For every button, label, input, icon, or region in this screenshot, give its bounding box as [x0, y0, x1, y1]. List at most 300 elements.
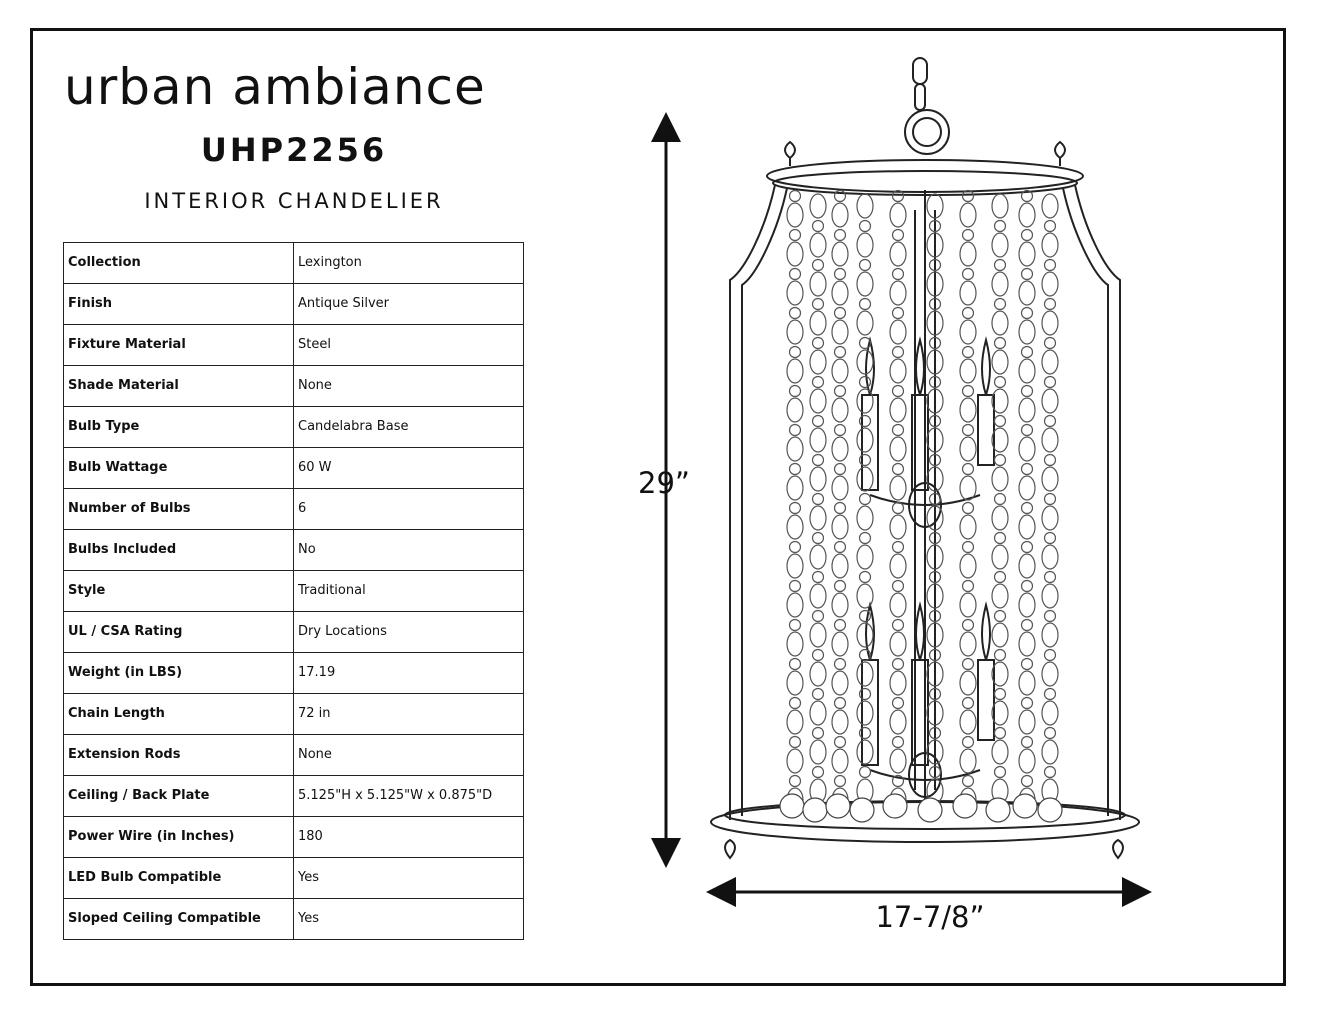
spec-label: Fixture Material [64, 325, 294, 366]
round-bead-icon [995, 221, 1006, 232]
crystal-bead-icon [890, 710, 906, 734]
crystal-bead-icon [1042, 467, 1058, 491]
round-bead-icon [835, 464, 846, 475]
crystal-bead-icon [1019, 476, 1035, 500]
crystal-bead-icon [890, 437, 906, 461]
crystal-bead-icon [832, 710, 848, 734]
round-bead-icon [963, 269, 974, 280]
round-bead-icon [963, 464, 974, 475]
round-bead-icon [963, 698, 974, 709]
round-bead-icon [1022, 776, 1033, 787]
round-bead-icon [860, 572, 871, 583]
round-bead-icon [1045, 338, 1056, 349]
round-bead-icon [995, 533, 1006, 544]
round-bead-icon [963, 776, 974, 787]
round-bead-icon [1045, 572, 1056, 583]
round-bead-icon [1022, 347, 1033, 358]
round-bead-icon [835, 620, 846, 631]
crystal-bead-icon [857, 701, 873, 725]
table-row [64, 284, 524, 325]
round-bead-icon [995, 416, 1006, 427]
crystal-bead-icon [832, 437, 848, 461]
crystal-bead-icon [992, 467, 1008, 491]
crystal-ball-icon [883, 794, 907, 818]
round-bead-icon [860, 221, 871, 232]
round-bead-icon [835, 503, 846, 514]
crystal-bead-icon [810, 467, 826, 491]
crystal-bead-icon [960, 398, 976, 422]
crystal-bead-icon [960, 554, 976, 578]
round-bead-icon [893, 347, 904, 358]
round-bead-icon [963, 542, 974, 553]
crystal-bead-icon [787, 749, 803, 773]
crystal-ball-icon [826, 794, 850, 818]
round-bead-icon [1045, 260, 1056, 271]
crystal-bead-icon [1019, 281, 1035, 305]
spec-value: 6 [294, 489, 524, 530]
spec-value: Dry Locations [294, 612, 524, 653]
round-bead-icon [790, 542, 801, 553]
round-bead-icon [995, 377, 1006, 388]
spec-label: UL / CSA Rating [64, 612, 294, 653]
round-bead-icon [1022, 581, 1033, 592]
crystal-bead-icon [890, 593, 906, 617]
round-bead-icon [813, 299, 824, 310]
round-bead-icon [995, 689, 1006, 700]
spec-value: 17.19 [294, 653, 524, 694]
round-bead-icon [893, 698, 904, 709]
product-sku: UHP2256 [200, 131, 388, 169]
crystal-bead-icon [857, 506, 873, 530]
round-bead-icon [813, 221, 824, 232]
spec-value: None [294, 366, 524, 407]
round-bead-icon [813, 767, 824, 778]
crystal-bead-icon [810, 662, 826, 686]
crystal-bead-icon [857, 311, 873, 335]
round-bead-icon [1022, 386, 1033, 397]
crystal-bead-icon [787, 398, 803, 422]
round-bead-icon [835, 737, 846, 748]
round-bead-icon [790, 347, 801, 358]
crystal-bead-icon [787, 203, 803, 227]
crystal-bead-icon [960, 632, 976, 656]
round-bead-icon [813, 572, 824, 583]
crystal-bead-icon [810, 623, 826, 647]
crystal-bead-icon [787, 710, 803, 734]
table-row [64, 817, 524, 858]
crystal-bead-icon [832, 515, 848, 539]
crystal-bead-icon [787, 359, 803, 383]
crystal-bead-icon [857, 428, 873, 452]
round-bead-icon [893, 269, 904, 280]
crystal-bead-icon [810, 389, 826, 413]
crystal-ball-icon [1038, 798, 1062, 822]
crystal-bead-icon [1019, 749, 1035, 773]
crystal-bead-icon [992, 740, 1008, 764]
crystal-bead-icon [1019, 593, 1035, 617]
crystal-bead-icon [960, 593, 976, 617]
crystal-bead-icon [960, 281, 976, 305]
round-bead-icon [893, 542, 904, 553]
round-bead-icon [813, 455, 824, 466]
round-bead-icon [963, 659, 974, 670]
crystal-bead-icon [832, 476, 848, 500]
round-bead-icon [813, 728, 824, 739]
crystal-bead-icon [1042, 545, 1058, 569]
crystal-bead-icon [810, 311, 826, 335]
crystal-bead-icon [890, 398, 906, 422]
round-bead-icon [963, 503, 974, 514]
round-bead-icon [790, 308, 801, 319]
crystal-bead-icon [810, 272, 826, 296]
crystal-bead-icon [1042, 350, 1058, 374]
round-bead-icon [790, 737, 801, 748]
round-bead-icon [963, 230, 974, 241]
round-bead-icon [1045, 611, 1056, 622]
table-row [64, 325, 524, 366]
spec-label: Power Wire (in Inches) [64, 817, 294, 858]
crystal-bead-icon [810, 350, 826, 374]
round-bead-icon [813, 416, 824, 427]
spec-value: Lexington [294, 243, 524, 284]
round-bead-icon [963, 308, 974, 319]
crystal-bead-icon [787, 437, 803, 461]
round-bead-icon [893, 425, 904, 436]
width-dimension-label: 17-7/8” [875, 900, 985, 934]
table-row [64, 407, 524, 448]
round-bead-icon [1022, 620, 1033, 631]
round-bead-icon [1022, 737, 1033, 748]
round-bead-icon [813, 260, 824, 271]
spec-label: Number of Bulbs [64, 489, 294, 530]
round-bead-icon [835, 269, 846, 280]
round-bead-icon [893, 308, 904, 319]
round-bead-icon [790, 230, 801, 241]
crystal-bead-icon [1042, 740, 1058, 764]
spec-value: None [294, 735, 524, 776]
table-row [64, 653, 524, 694]
crystal-bead-icon [890, 281, 906, 305]
round-bead-icon [835, 581, 846, 592]
round-bead-icon [893, 503, 904, 514]
round-bead-icon [995, 494, 1006, 505]
spec-value: 180 [294, 817, 524, 858]
round-bead-icon [963, 620, 974, 631]
crystal-bead-icon [810, 194, 826, 218]
crystal-bead-icon [992, 194, 1008, 218]
crystal-ball-icon [780, 794, 804, 818]
round-bead-icon [1045, 221, 1056, 232]
product-type: INTERIOR CHANDELIER [144, 189, 444, 213]
crystal-bead-icon [787, 593, 803, 617]
spec-value: Steel [294, 325, 524, 366]
crystal-bead-icon [890, 476, 906, 500]
crystal-bead-icon [832, 203, 848, 227]
round-bead-icon [1045, 767, 1056, 778]
spec-value: No [294, 530, 524, 571]
crystal-bead-icon [1042, 272, 1058, 296]
round-bead-icon [1022, 698, 1033, 709]
crystal-bead-icon [1042, 506, 1058, 530]
round-bead-icon [790, 698, 801, 709]
crystal-bead-icon [857, 662, 873, 686]
crystal-bead-icon [832, 320, 848, 344]
crystal-bead-icon [832, 749, 848, 773]
crystal-bead-icon [857, 272, 873, 296]
crystal-bead-icon [890, 554, 906, 578]
round-bead-icon [893, 386, 904, 397]
round-bead-icon [1022, 659, 1033, 670]
round-bead-icon [860, 377, 871, 388]
crystal-bead-icon [787, 554, 803, 578]
crystal-bead-icon [832, 593, 848, 617]
table-row [64, 366, 524, 407]
round-bead-icon [813, 689, 824, 700]
round-bead-icon [860, 494, 871, 505]
crystal-bead-icon [992, 506, 1008, 530]
crystal-bead-icon [992, 545, 1008, 569]
crystal-bead-icon [1019, 203, 1035, 227]
crystal-bead-icon [1042, 623, 1058, 647]
round-bead-icon [893, 737, 904, 748]
round-bead-icon [995, 455, 1006, 466]
crystal-bead-icon [1019, 554, 1035, 578]
round-bead-icon [860, 299, 871, 310]
spec-label: Collection [64, 243, 294, 284]
crystal-bead-icon [832, 632, 848, 656]
round-bead-icon [1045, 494, 1056, 505]
crystal-bead-icon [992, 233, 1008, 257]
round-bead-icon [1045, 455, 1056, 466]
crystal-bead-icon [960, 320, 976, 344]
crystal-bead-icon [1019, 398, 1035, 422]
crystal-bead-icon [810, 545, 826, 569]
round-bead-icon [1045, 728, 1056, 739]
crystal-ball-icon [803, 798, 827, 822]
table-row [64, 243, 524, 284]
crystal-bead-icon [890, 203, 906, 227]
crystal-bead-icon [992, 311, 1008, 335]
crystal-bead-icon [1042, 194, 1058, 218]
round-bead-icon [1022, 269, 1033, 280]
crystal-bead-icon [1019, 710, 1035, 734]
crystal-bead-icon [960, 203, 976, 227]
crystal-bead-icon [832, 671, 848, 695]
crystal-bead-icon [810, 584, 826, 608]
spec-table [63, 242, 524, 940]
crystal-bead-icon [1042, 428, 1058, 452]
spec-label: Weight (in LBS) [64, 653, 294, 694]
round-bead-icon [790, 581, 801, 592]
round-bead-icon [995, 572, 1006, 583]
round-bead-icon [790, 659, 801, 670]
round-bead-icon [790, 464, 801, 475]
table-row [64, 899, 524, 940]
crystal-bead-icon [857, 350, 873, 374]
crystal-bead-icon [832, 242, 848, 266]
crystal-bead-icon [832, 281, 848, 305]
table-row [64, 612, 524, 653]
round-bead-icon [1022, 230, 1033, 241]
round-bead-icon [835, 776, 846, 787]
round-bead-icon [813, 650, 824, 661]
crystal-bead-icon [1019, 632, 1035, 656]
spec-label: Style [64, 571, 294, 612]
round-bead-icon [860, 533, 871, 544]
crystal-ball-icon [986, 798, 1010, 822]
round-bead-icon [963, 347, 974, 358]
crystal-bead-icon [890, 320, 906, 344]
table-row [64, 858, 524, 899]
round-bead-icon [860, 611, 871, 622]
round-bead-icon [1045, 650, 1056, 661]
round-bead-icon [790, 386, 801, 397]
crystal-bead-icon [857, 545, 873, 569]
crystal-bead-icon [960, 437, 976, 461]
round-bead-icon [813, 494, 824, 505]
spec-value: Candelabra Base [294, 407, 524, 448]
round-bead-icon [1045, 689, 1056, 700]
round-bead-icon [893, 620, 904, 631]
crystal-bead-icon [960, 710, 976, 734]
crystal-bead-icon [810, 701, 826, 725]
round-bead-icon [835, 698, 846, 709]
spec-value: 72 in [294, 694, 524, 735]
crystal-bead-icon [832, 554, 848, 578]
round-bead-icon [790, 620, 801, 631]
spec-value: 5.125"H x 5.125"W x 0.875"D [294, 776, 524, 817]
crystal-bead-icon [992, 584, 1008, 608]
crystal-bead-icon [857, 740, 873, 764]
crystal-bead-icon [1042, 701, 1058, 725]
crystal-bead-icon [960, 515, 976, 539]
spec-label: Shade Material [64, 366, 294, 407]
round-bead-icon [963, 581, 974, 592]
crystal-bead-icon [810, 740, 826, 764]
round-bead-icon [995, 611, 1006, 622]
spec-value: 60 W [294, 448, 524, 489]
crystal-bead-icon [992, 272, 1008, 296]
round-bead-icon [1022, 425, 1033, 436]
spec-label: Extension Rods [64, 735, 294, 776]
round-bead-icon [790, 269, 801, 280]
round-bead-icon [1022, 464, 1033, 475]
crystal-bead-icon [1042, 233, 1058, 257]
crystal-bead-icon [857, 623, 873, 647]
round-bead-icon [1045, 377, 1056, 388]
spec-label: Chain Length [64, 694, 294, 735]
round-bead-icon [995, 728, 1006, 739]
crystal-bead-icon [1042, 389, 1058, 413]
crystal-bead-icon [787, 281, 803, 305]
crystal-bead-icon [960, 749, 976, 773]
crystal-bead-icon [810, 506, 826, 530]
crystal-bead-icon [810, 428, 826, 452]
table-row [64, 735, 524, 776]
round-bead-icon [893, 464, 904, 475]
round-bead-icon [835, 386, 846, 397]
crystal-bead-icon [890, 515, 906, 539]
crystal-bead-icon [992, 350, 1008, 374]
crystal-bead-icon [1019, 515, 1035, 539]
spec-value: Antique Silver [294, 284, 524, 325]
crystal-bead-icon [1042, 662, 1058, 686]
crystal-ball-icon [918, 798, 942, 822]
crystal-bead-icon [890, 359, 906, 383]
spec-label: Sloped Ceiling Compatible [64, 899, 294, 940]
round-bead-icon [835, 230, 846, 241]
crystal-bead-icon [787, 320, 803, 344]
crystal-bead-icon [810, 233, 826, 257]
crystal-bead-icon [1019, 437, 1035, 461]
round-bead-icon [1045, 533, 1056, 544]
crystal-bead-icon [787, 476, 803, 500]
crystal-bead-icon [787, 242, 803, 266]
crystal-bead-icon [1019, 242, 1035, 266]
round-bead-icon [813, 533, 824, 544]
crystal-bead-icon [832, 359, 848, 383]
crystal-bead-icon [960, 242, 976, 266]
spec-label: LED Bulb Compatible [64, 858, 294, 899]
crystal-bead-icon [890, 671, 906, 695]
round-bead-icon [995, 650, 1006, 661]
crystal-bead-icon [787, 671, 803, 695]
round-bead-icon [1022, 542, 1033, 553]
round-bead-icon [893, 581, 904, 592]
crystal-bead-icon [832, 398, 848, 422]
round-bead-icon [893, 659, 904, 670]
round-bead-icon [963, 386, 974, 397]
round-bead-icon [1022, 308, 1033, 319]
crystal-bead-icon [1019, 671, 1035, 695]
round-bead-icon [835, 308, 846, 319]
crystal-ball-icon [1013, 794, 1037, 818]
round-bead-icon [813, 338, 824, 349]
crystal-bead-icon [787, 632, 803, 656]
crystal-ball-icon [850, 798, 874, 822]
spec-label: Ceiling / Back Plate [64, 776, 294, 817]
round-bead-icon [995, 767, 1006, 778]
spec-value: Yes [294, 899, 524, 940]
crystal-bead-icon [960, 359, 976, 383]
round-bead-icon [790, 776, 801, 787]
round-bead-icon [963, 737, 974, 748]
round-bead-icon [1045, 299, 1056, 310]
round-bead-icon [813, 611, 824, 622]
crystal-bead-icon [1042, 311, 1058, 335]
round-bead-icon [813, 377, 824, 388]
spec-label: Bulbs Included [64, 530, 294, 571]
round-bead-icon [1045, 416, 1056, 427]
spec-value: Traditional [294, 571, 524, 612]
spec-label: Bulb Wattage [64, 448, 294, 489]
crystal-bead-icon [890, 242, 906, 266]
crystal-bead-icon [857, 584, 873, 608]
table-row [64, 571, 524, 612]
spec-label: Finish [64, 284, 294, 325]
spec-label: Bulb Type [64, 407, 294, 448]
crystal-bead-icon [1019, 320, 1035, 344]
crystal-bead-icon [960, 671, 976, 695]
crystal-bead-icon [857, 389, 873, 413]
crystal-bead-icon [890, 632, 906, 656]
brand-name: urban ambiance [64, 58, 486, 116]
crystal-bead-icon [787, 515, 803, 539]
round-bead-icon [860, 260, 871, 271]
round-bead-icon [835, 425, 846, 436]
table-row [64, 530, 524, 571]
crystal-bead-icon [857, 194, 873, 218]
